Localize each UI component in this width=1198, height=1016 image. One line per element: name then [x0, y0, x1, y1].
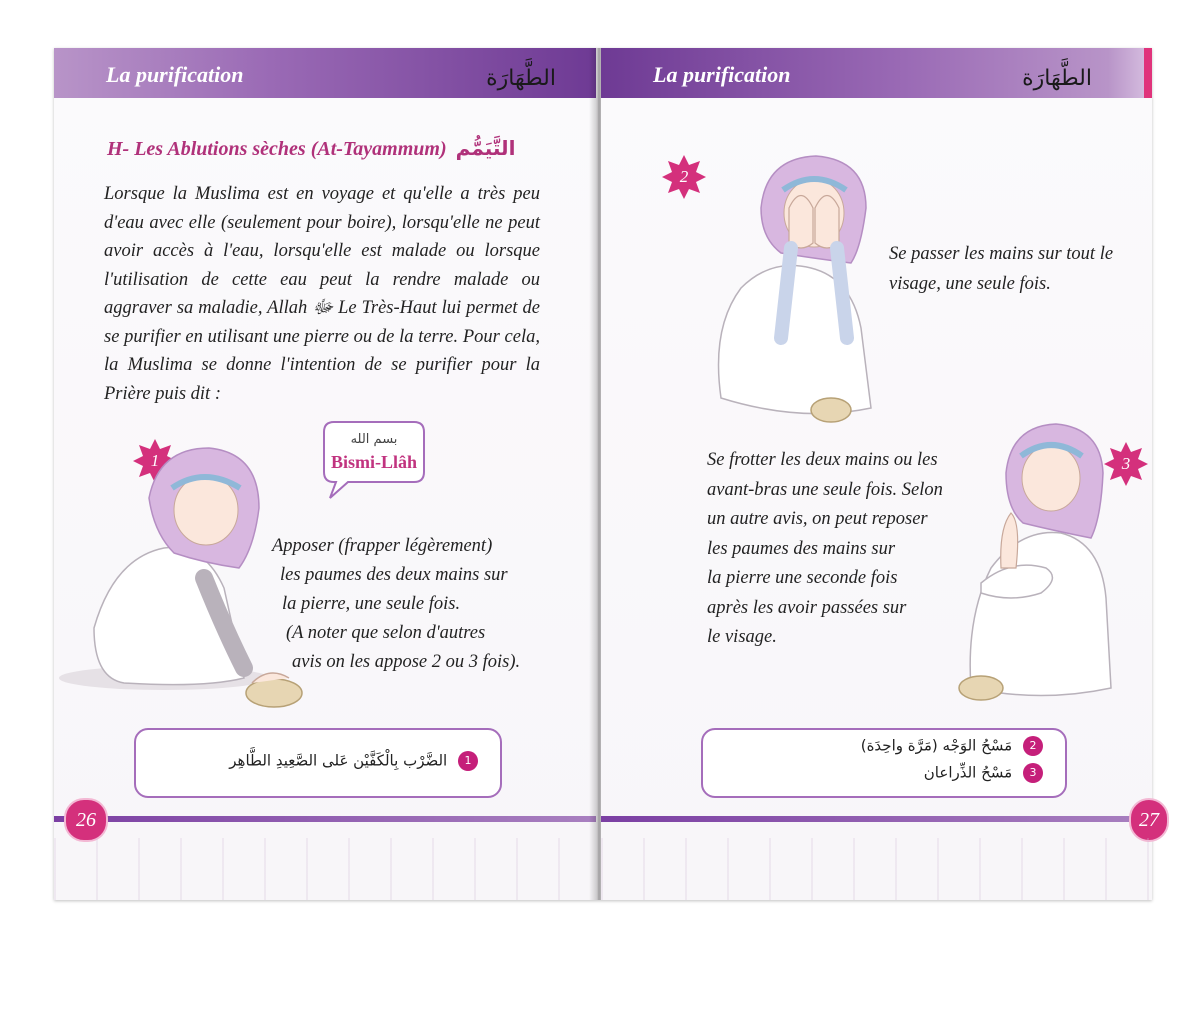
- step-3-caption-line: un autre avis, on peut reposer: [707, 509, 928, 529]
- left-header-title: La purification: [106, 62, 244, 87]
- summary-number-badge: 1: [458, 751, 478, 771]
- step-badge-1-number: 1: [150, 451, 160, 470]
- step-2-caption: [889, 240, 1113, 299]
- right-header-arabic: الطَّهَارَة: [1022, 66, 1092, 91]
- decorative-pattern: [601, 838, 1152, 900]
- right-footer-line: [601, 816, 1152, 822]
- step-3-caption-line: le visage.: [707, 627, 777, 647]
- girl-kneeling-illustration: [54, 438, 304, 718]
- section-heading-arabic: التَّيَمُّم: [455, 136, 516, 160]
- header-accent-bar: [1144, 48, 1152, 98]
- arabic-summary-text: مَسْحُ الذِّراعان: [923, 763, 1013, 782]
- step-2-caption-line: visage, une seule fois.: [889, 273, 1051, 294]
- arabic-summary-line: [924, 763, 1043, 783]
- speech-bubble: [322, 420, 426, 490]
- section-heading: [107, 136, 515, 161]
- step-2-caption-line: Se passer les mains sur tout le: [889, 244, 1114, 264]
- arabic-summary-box-right: [701, 728, 1067, 798]
- step-1-caption-line: avis on les appose 2 ou 3 fois).: [292, 652, 521, 672]
- decorative-pattern: [54, 838, 596, 900]
- left-page: [54, 48, 596, 900]
- summary-number-badge: 3: [1023, 763, 1043, 783]
- step-3-caption-line: les paumes des mains sur: [707, 538, 896, 559]
- right-page: [601, 48, 1159, 900]
- bubble-latin: Bismi-Llâh: [330, 452, 418, 472]
- step-1-caption: [272, 532, 537, 677]
- step-badge-2-number: 2: [679, 167, 689, 186]
- step-1-caption-line: (A noter que selon d'autres: [286, 623, 486, 643]
- arabic-summary-line: [229, 751, 478, 771]
- intro-paragraph: Lorsque la Muslima est en voyage et qu'elle a très peu d'eau avec elle (seulement pour boire), lorsqu'elle ne peut avoir accès à l'eau, lorsqu'elle est malade ou lorsque l'utilisation de cette eau peut la rendre malade ou aggraver sa maladie, Allah ﷻ Le Très-Haut lui permet de se purifier en utilisant une pierre ou de la terre. Pour cela, la Muslima se donne l'intention de se purifier pour la Prière puis dit :: [104, 184, 541, 404]
- right-header-title: La purification: [653, 62, 791, 87]
- arabic-summary-text: مَسْحُ الوَجْه (مَرَّة واحِدَة): [860, 736, 1013, 755]
- step-badge-3-number: 3: [1121, 454, 1131, 473]
- summary-number-badge: 2: [1023, 736, 1043, 756]
- section-heading-text: H- Les Ablutions sèches (At-Tayammum): [107, 138, 447, 160]
- girl-wiping-face-illustration: [701, 148, 911, 428]
- left-header-arabic: الطَّهَارَة: [486, 66, 556, 91]
- step-3-caption-line: Se frotter les deux mains ou les: [707, 450, 938, 470]
- step-1-caption-line: la pierre, une seule fois.: [282, 594, 461, 614]
- step-3-caption: [707, 446, 943, 653]
- page-number-26: 26: [64, 798, 108, 842]
- book-spread: [54, 48, 1159, 900]
- step-1-caption-line: les paumes des deux mains sur: [280, 565, 508, 585]
- arabic-summary-box-left: [134, 728, 502, 798]
- step-1-caption-line: Apposer (frapper légèrement): [272, 536, 493, 556]
- left-footer-line: [54, 816, 596, 822]
- arabic-summary-line: [861, 736, 1043, 756]
- left-header: [54, 48, 596, 98]
- right-header: [601, 48, 1152, 98]
- step-3-caption-line: avant-bras une seule fois. Selon: [707, 479, 943, 500]
- step-3-caption-line: après les avoir passées sur: [707, 597, 907, 618]
- step-3-caption-line: la pierre une seconde fois: [707, 568, 898, 588]
- bubble-arabic: بسم الله: [350, 432, 398, 447]
- girl-rubbing-arms-illustration: [951, 418, 1121, 708]
- page-number-27: 27: [1129, 798, 1169, 842]
- arabic-summary-text: الضَّرْب بِالْكَفَّيْن عَلى الصَّعِيدِ الطَّاهِر: [229, 751, 448, 770]
